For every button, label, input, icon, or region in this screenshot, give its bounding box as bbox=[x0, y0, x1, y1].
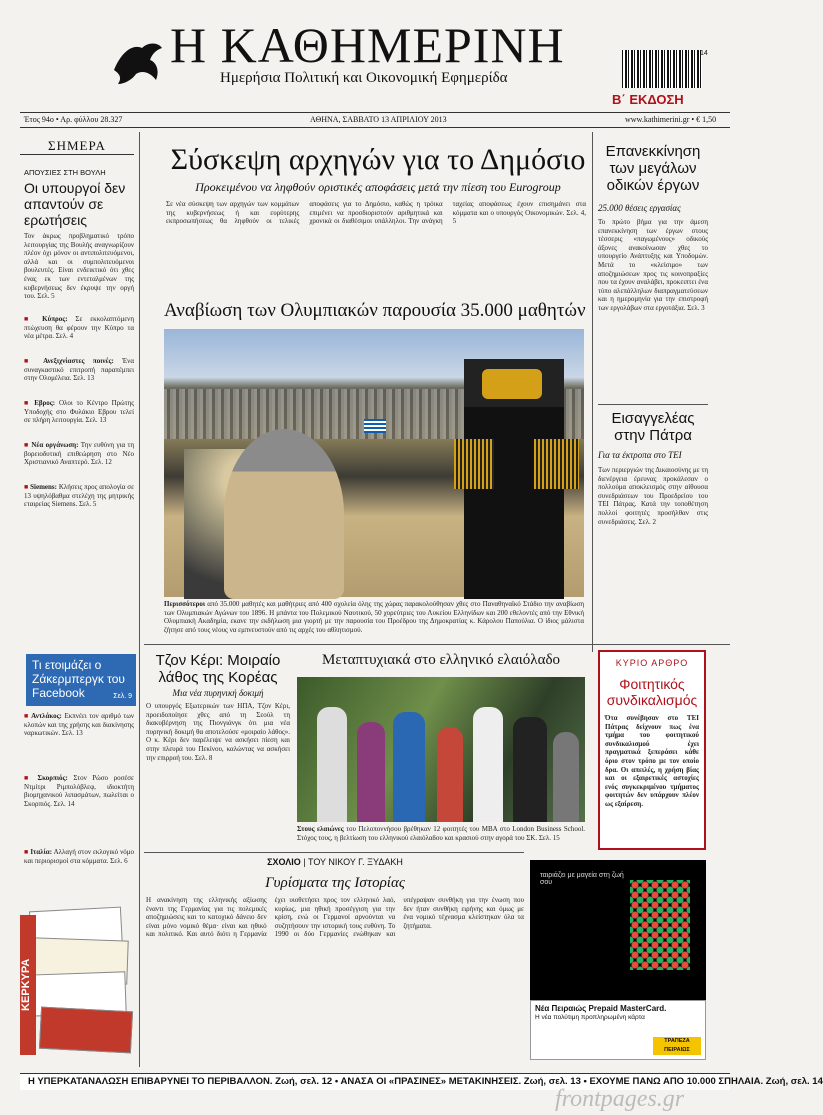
section-label: ΣΗΜΕΡΑ bbox=[20, 138, 134, 155]
column-headline[interactable]: Γυρίσματα της Ιστορίας bbox=[265, 875, 405, 891]
olive-headline[interactable]: Μεταπτυχιακά στο ελληνικό ελαιόλαδο bbox=[321, 652, 561, 668]
watermark: frontpages.gr bbox=[555, 1086, 685, 1112]
facebook-promo-text: Τι ετοιμάζει ο Ζάκερμπεργκ του Facebook bbox=[32, 658, 125, 700]
section-divider bbox=[598, 404, 708, 405]
ad-headline: Νέα Πειραιώς Prepaid MasterCard. bbox=[535, 1004, 667, 1013]
kicker: ΑΠΟΥΣΙΕΣ ΣΤΗ ΒΟΥΛΗ bbox=[24, 168, 106, 177]
regional-paper-label: ΚΕΡΚΥΡΑ bbox=[20, 915, 36, 1055]
editorial-text: Ότα συνέβησαν στο ΤΕΙ Πάτρας δείχνουν πως ένα τμήμα του φοιτητικού συνδικαλισμού έχει πραγματικά ξεπεράσει κάθε όριο στον τρόπο με τον οποίο δρα. Οι απειλές, η χρήση βίας και οι εξαιρετικές αστοχίες ενός συγκεκριμένου τμήματος φοιτητών δεν υπάρχουν πλέον ως εξαίρεση. bbox=[605, 714, 699, 808]
masthead-subtitle: Ημερήσια Πολιτική και Οικονομική Εφημερίδα bbox=[220, 70, 508, 86]
left-briefs-lower bbox=[24, 712, 134, 902]
patras-headline[interactable]: Εισαγγελέας στην Πάτρα bbox=[611, 410, 695, 444]
column-rule bbox=[139, 132, 140, 1067]
issue-info: Έτος 94ο • Αρ. φύλλου 28.327 bbox=[24, 115, 123, 124]
column-rule bbox=[592, 132, 593, 652]
section-divider bbox=[144, 644, 730, 645]
ad-brand: ΤΡΑΠΕΖΑ ΠΕΙΡΑΙΩΣ bbox=[653, 1037, 701, 1055]
section-divider bbox=[144, 852, 524, 853]
brief-item[interactable]: ■ Κύπρος: Σε εκκολαπτόμενη πτώχευση θα φέρουν την Κύπρο τα νέα μέτρα. Σελ. 4 bbox=[24, 315, 135, 341]
barcode-number: 14 bbox=[700, 50, 708, 57]
ad-info-panel bbox=[530, 1000, 706, 1060]
barcode bbox=[622, 50, 702, 88]
brief-item[interactable]: ■ Αντλάκος: Εκπνέει τον αριθμό των κλοπών και της χρήσης και διακίνησης ναρκωτικών. Σελ. 13 bbox=[24, 712, 135, 738]
eagle-logo-icon bbox=[112, 40, 164, 88]
column-byline: ΣΧΟΛΙΟ | ΤΟΥ ΝΙΚΟΥ Γ. ΞΥΔΑΚΗ bbox=[267, 857, 403, 867]
brief-item[interactable]: ■ Ιταλία: Αλλαγή στον εκλογικό νόμο και περιορισμοί στα κόμματα. Σελ. 6 bbox=[24, 848, 134, 865]
brief-item[interactable]: ■ Νέα οργάνωση: Την ευθύνη για τη βορειοδυτική επιθεώρηση στο Νέο Χριστιανικό Αναπτερό. Σελ. 12 bbox=[24, 441, 135, 467]
roads-text: Το πρώτο βήμα για την άμεση επανεκκίνηση των έργων στους τέσσερις «παγωμένους» οδικούς άξονες ανακοίνωσαν χθες το υπουργείο Ανάπτυξης και Υποδομών. Μετά το «κλείσιμο» των αποζημιώσεων προς τις κοινοπραξίες που τα έχουν αναλάβει, προκειπτει ένα τύπο αλεπάλληλων διαπραγματεύσεων και η ημερομηνία για την επιστροφή των εργολάβων στα εργοτάξια. Σελ. 3 bbox=[598, 218, 708, 312]
brief-item[interactable]: ■ Ανεξιχνίαστες ποινές: Ένα συναγκαστικό επιτροπή παραπέμπει στην Ολομέλεια. Σελ. 13 bbox=[24, 357, 134, 383]
column-text: Η ανακίνηση της ελληνικής αξίωσης έναντι της Γερμανίας για τις πολεμικές αποζημιώσεις και το κατοχικό δάνειο δεν είναι μόνο νομικό θέμα· είναι και ηθικό και πολιτικό. Και αυτό διότι η Γερμανία έχει υιοθετήσει προς τον ελληνικό λαό, κυρίως, μια ηθική προσέγγιση για την κρίση, ενώ οι Γερμανοί αρνούνται να συζητήσουν την ιστορική τους ευθύνη. Το 1990 οι δύο Γερμανίες ενώθηκαν και υπέγραψαν συνθήκη για την ένωση που δεν ήταν συνθήκη ειρήνης και όμως με ένα νομικό τέχνασμα κλείστηκαν όλα τα ζητήματα. bbox=[146, 896, 524, 939]
ad-body: Η νέα πολύτιμη προπληρωμένη κάρτα bbox=[535, 1014, 645, 1021]
left-headline[interactable]: Οι υπουργοί δεν απαντούν σε ερωτήσεις bbox=[24, 180, 126, 228]
editorial-box bbox=[598, 650, 706, 850]
facebook-promo[interactable] bbox=[26, 654, 136, 706]
ad-graphic bbox=[630, 880, 690, 970]
ad-tagline: ταιριάζει με μαγεία στη ζωή σου bbox=[540, 872, 624, 886]
newspaper-stack-image bbox=[20, 905, 135, 1055]
roads-headline[interactable]: Επανεκκίνηση των μεγάλων οδικών έργων bbox=[605, 143, 701, 194]
olive-caption: Στους ελαιώνες του Πελοποννήσου βρέθηκαν 12 φοιτητές του MBA στο London Business School. Στόχος τους, η βελτίωση του ελληνικού ελαιόλαδου και κρασιού στην αγορά του ΣΚ. Σελ. 15 bbox=[297, 825, 586, 842]
site-link[interactable]: www.kathimerini.gr • € 1,50 bbox=[625, 115, 717, 124]
roads-subhead: 25.000 θέσεις εργασίας bbox=[598, 203, 681, 213]
brief-item[interactable]: ■ Σκορπιός: Στον Ρώσο ροσέσε Ντμίτρι Ριμπολόβλεφ, ιδιοκτήτη βιομηχανικού λιπασμάτων, πωλείται ο Σκορπιός. Σελ. 14 bbox=[24, 774, 134, 808]
editorial-label: ΚΥΡΙΟ ΑΡΘΡΟ bbox=[615, 658, 689, 668]
patras-subhead: Για τα έκτροπα στο ΤΕΙ bbox=[598, 450, 682, 460]
photo-headline[interactable]: Αναβίωση των Ολυμπιακών παρουσία 35.000 μαθητών bbox=[164, 300, 586, 321]
info-bar bbox=[20, 112, 730, 128]
olympic-ceremony-photo bbox=[164, 329, 584, 597]
kerry-subhead: Μια νέα πυρηνική δοκιμή bbox=[172, 688, 264, 698]
facebook-promo-page: Σελ. 9 bbox=[113, 693, 132, 700]
kerry-headline[interactable]: Τζον Κέρι: Μοιραίο λάθος της Κορέας bbox=[155, 652, 281, 686]
main-headline[interactable]: Σύσκεψη αρχηγών για το Δημόσιο bbox=[170, 143, 586, 176]
left-briefs bbox=[24, 315, 134, 645]
left-lead-text: Τον άκρως προβληματικό τρόπο λειτουργίας της Βουλής αναγνωρίζουν πλέον όχι μόνον οι αντιπολιτευόμενοι, αλλά και οι συμπολιτευόμενοι βουλευτές. Είναι ενδεικτικό ότι χθες ένας εκ των εντεταλμένων της κυβερνήσεως δεν έκρυψε την οργή του. Σελ. 5 bbox=[24, 232, 134, 301]
brief-item[interactable]: ■ Siemens: Κλήσεις προς απολογία σε 13 υψηλόβαθμα στελέχη της μητρικής εταιρείας Siemens. Σελ. 5 bbox=[24, 483, 135, 509]
main-subhead: Προκειμένου να ληφθούν οριστικές αποφάσεις μετά την πίεση του Eurogroup bbox=[195, 180, 561, 194]
bottom-teaser-text: Η ΥΠΕΡΚΑΤΑΝΑΛΩΣΗ ΕΠΙΒΑΡΥΝΕΙ ΤΟ ΠΕΡΙΒΑΛΛΟΝ. Ζωή, σελ. 12 • ΑΝΑΣΑ ΟΙ «ΠΡΑΣΙΝΕΣ» ΜΕΤΑΚΙΝΗΣΕΙΣ. Ζωή, σελ. 13 • ΕΧΟΥΜΕ ΠΑΝΩ ΑΠΟ 10.000 ΣΠΗΛΑΙΑ. Ζωή, σελ. 14 bbox=[28, 1076, 823, 1087]
kerry-text: Ο υπουργός Εξωτερικών των ΗΠΑ, Τζον Κέρι, προειδοποίησε χθες από τη Σεούλ τη διακυβέρνηση της Πιονγιάνγκ ότι μια νέα πυρηνική δοκιμή θα αποτελούσε «μοιραίο λάθος». Ο κ. Κέρι δεν παρέλειψε να ασκήσει πίεση και στην πλευρά του Πεκίνου, καλώντας να ασκήσει την επιρροή του. Σελ. 8 bbox=[146, 702, 290, 762]
olive-students-photo bbox=[297, 677, 585, 822]
date-info: ΑΘΗΝΑ, ΣΑΒΒΑΤΟ 13 ΑΠΡΙΛΙΟΥ 2013 bbox=[310, 115, 447, 124]
masthead-title[interactable]: Η ΚΑΘΗΜΕΡΙΝΗ bbox=[170, 17, 565, 73]
main-body: Σε νέα σύσκεψη των αρχηγών των κομμάτων της κυβερνήσεως ή και ευρύτερης εκπροσωπήσεως θα ληφθούν οι τελικές αποφάσεις για το Δημόσιο, καθώς η τρόικα επιμένει να προσδιοριστούν αριθμητικά και χρονικά οι διαθέσιμοι υπάλληλοι. Την ανάγκη ταχείας αποφάσεως έχουν επισημάνει στα κόμματα και ο υπουργός Οικονομικών. Σελ. 4, 5 bbox=[166, 200, 586, 226]
editorial-title[interactable]: Φοιτητικός συνδικαλισμός bbox=[606, 676, 698, 708]
photo-caption: Περισσότεροι από 35.000 μαθητές και μαθήτριες από 400 σχολεία όλης της χώρας παρακολούθησαν χθες στο Παναθηναϊκό Στάδιο την αναβίωση των Ολυμπιακών Αγώνων του 1896. Η μπάντα του Πολεμικού Ναυτικού, 50 χορεύτριες του Λυκείου Ελληνίδων και 200 εθελοντές από την Εθνική Ολυμπιακή Ακαδημία, εκανε την εκδήλωση μια γιορτή με την παρουσία του Προέδρου της Δημοκρατίας κ. Κάρολου Παπούλια. Ο ίδιος μάλιστα ζήτησε από τους νέους να εμπνευστούν από τις αρχές του αθλητισμού. bbox=[164, 600, 584, 634]
brief-item[interactable]: ■ Εβρος: Ολοι το Κέντρο Πρώτης Υποδοχής στο Φυλάκιο Εβρου τελεί σε πλήρη λειτουργία. Σελ. 13 bbox=[24, 399, 135, 425]
patras-text: Των περιεργιών της Δικαιοσύνης με τη διενέργεια έρευνας προκάλεσαν ο πολλούμα αποκλεισμός στην αίθουσα συνεδριάσεων του Προεδρείου του ΤΕΙ Πάτρας. Κατά την τοποθέτηση πολλοί φοιτητές προσήλθαν στις συνεδριάσεις. Σελ. 2 bbox=[598, 466, 708, 526]
edition-label: Β΄ ΕΚΔΟΣΗ bbox=[612, 92, 684, 107]
